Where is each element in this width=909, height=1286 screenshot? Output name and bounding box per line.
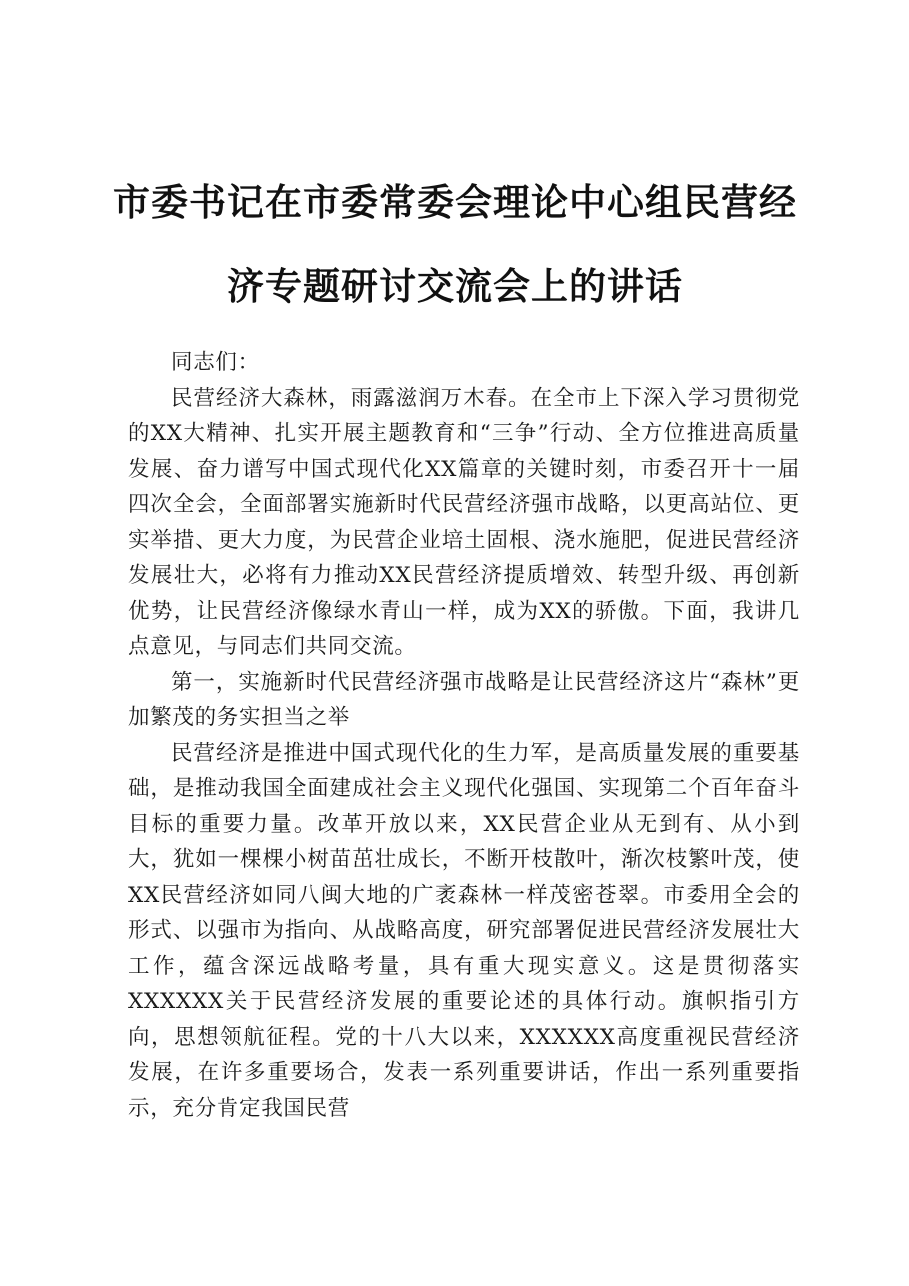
body-paragraph: 民营经济大森林，雨露滋润万木春。在全市上下深入学习贯彻党的XX大精神、扎实开展主题教育和“三争”行动、全方位推进高质量发展、奋力谱写中国式现代化XX篇章的关键时刻，市委召开十一届四次全会，全面部署实施新时代民营经济强市战略，以更高站位、更实举措、更大力度，为民营企业培土固根、浇水施肥，促进民营经济发展壮大，必将有力推动XX民营经济提质增效、转型升级、再创新优势，让民营经济像绿水青山一样，成为XX的骄傲。下面，我讲几点意见，与同志们共同交流。 xyxy=(128,385,800,659)
section-heading-paragraph: 第一，实施新时代民营经济强市战略是让民营经济这片“森林”更加繁茂的务实担当之举 xyxy=(128,669,800,730)
document-title: 市委书记在市委常委会理论中心组民营经济专题研讨交流会上的讲话 xyxy=(113,180,797,308)
salutation-paragraph: 同志们： xyxy=(171,350,260,375)
body-paragraph: 民营经济是推进中国式现代化的生力军，是高质量发展的重要基础，是推动我国全面建成社会主义现代化强国、实现第二个百年奋斗目标的重要力量。改革开放以来，XX民营企业从无到有、从小到大，犹如一棵棵小树苗茁壮成长，不断开枝散叶，渐次枝繁叶茂，使XX民营经济如同八闽大地的广袤森林一样茂密苍翠。市委用全会的形式、以强市为指向、从战略高度，研究部署促进民营经济发展壮大工作，蕴含深远战略考量，具有重大现实意义。这是贯彻落实XXXXXX关于民营经济发展的重要论述的具体行动。旗帜指引方向，思想领航征程。党的十八大以来，XXXXXX高度重视民营经济发展，在许多重要场合，发表一系列重要讲话，作出一系列重要指示，充分肯定我国民营 xyxy=(128,740,800,1121)
document-body xyxy=(128,345,800,1126)
